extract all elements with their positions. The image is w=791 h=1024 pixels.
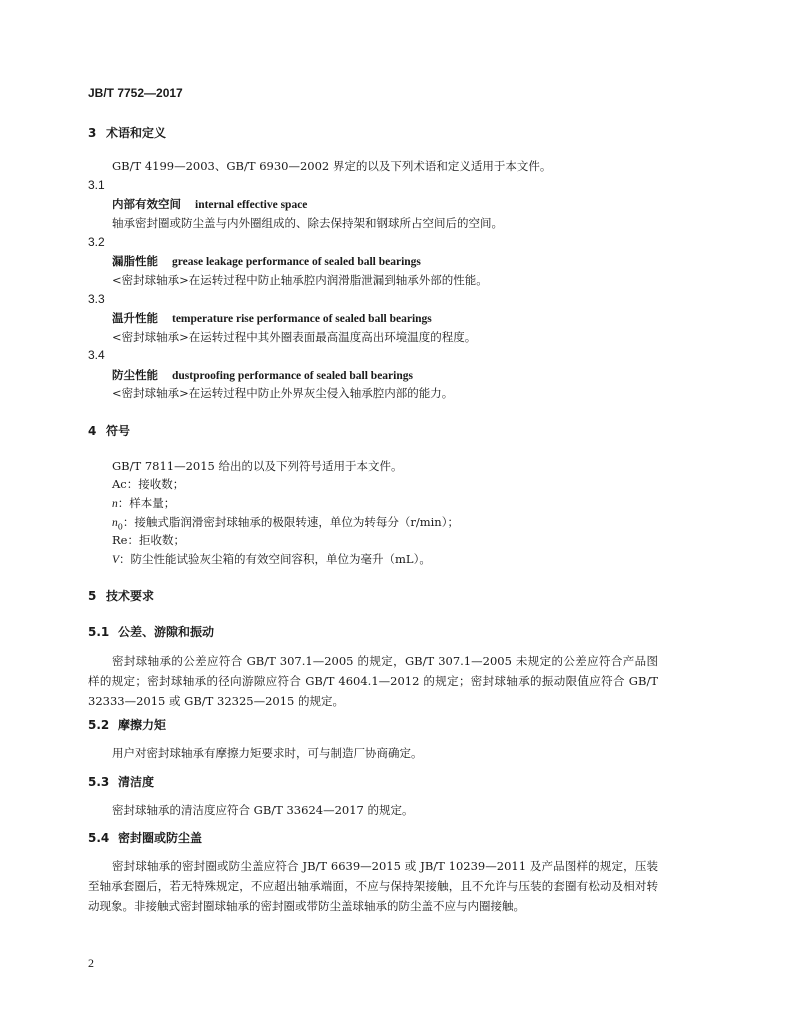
term-definition: 轴承密封圈或防尘盖与内外圈组成的、除去保持架和钢球所占空间后的空间。 — [112, 216, 503, 230]
term-number: 3.1 — [88, 178, 105, 192]
term-number: 3.4 — [88, 348, 105, 362]
subsection-number: 5.1 — [88, 625, 110, 639]
section-title: 符号 — [106, 424, 131, 438]
subsection-number: 5.4 — [88, 831, 110, 845]
symbol: n — [112, 517, 118, 529]
subsection-title: 公差、游隙和振动 — [118, 625, 215, 639]
term-title — [112, 367, 413, 383]
symbol-entry — [112, 495, 175, 511]
symbol-subscript: 0 — [117, 522, 123, 532]
term-definition: <密封球轴承>在运转过程中防止外界灰尘侵入轴承腔内部的能力。 — [112, 386, 454, 400]
term-definition: <密封球轴承>在运转过程中防止轴承腔内润滑脂泄漏到轴承外部的性能。 — [112, 273, 488, 287]
section-number: 5 — [88, 589, 97, 603]
term-en: dustproofing performance of sealed ball bearings — [172, 370, 413, 382]
document-code: JB/T 7752—2017 — [88, 86, 183, 100]
term-title — [112, 310, 432, 326]
page-number: 2 — [88, 956, 94, 970]
symbol: V — [112, 554, 120, 566]
subsection-heading — [88, 716, 166, 733]
term-en: grease leakage performance of sealed ball bearings — [172, 256, 421, 268]
subsection-heading — [88, 773, 154, 790]
symbol: Re — [112, 533, 128, 547]
term-en: internal effective space — [195, 199, 308, 211]
symbol-entry — [112, 551, 431, 567]
subsection-text: 密封球轴承的清洁度应符合 GB/T 33624—2017 的规定。 — [112, 803, 414, 817]
section-3-intro: GB/T 4199—2003、GB/T 6930—2002 界定的以及下列术语和定义适用于本文件。 — [112, 159, 552, 173]
term-zh: 防尘性能 — [112, 368, 158, 382]
section-4-heading — [88, 422, 130, 439]
subsection-title: 摩擦力矩 — [118, 718, 167, 732]
term-title — [112, 253, 421, 269]
term-zh: 温升性能 — [112, 311, 158, 325]
section-title: 技术要求 — [106, 589, 155, 603]
section-number: 4 — [88, 424, 97, 438]
subsection-heading — [88, 829, 202, 846]
symbol-entry — [112, 514, 459, 531]
section-5-heading — [88, 587, 154, 604]
term-title — [112, 196, 307, 212]
subsection-number: 5.2 — [88, 718, 110, 732]
term-definition: <密封球轴承>在运转过程中其外圈表面最高温度高出环境温度的程度。 — [112, 330, 477, 344]
symbol: Ac — [112, 477, 127, 491]
term-en: temperature rise performance of sealed ball bearings — [172, 313, 432, 325]
symbol-description: ：拒收数； — [127, 533, 185, 547]
term-zh: 漏脂性能 — [112, 254, 158, 268]
subsection-title: 密封圈或防尘盖 — [118, 831, 203, 845]
symbol: n — [112, 498, 118, 510]
term-zh: 内部有效空间 — [112, 197, 181, 211]
symbol-description: ：接触式脂润滑密封球轴承的极限转速，单位为转每分（r/min）； — [122, 515, 459, 529]
subsection-text: 密封球轴承的密封圈或防尘盖应符合 JB/T 6639—2015 或 JB/T 10239—2011 及产品图样的规定，压装至轴承套圈后，若无特殊规定，不应超出轴承端面，不应与保持架接触，且不允许与压装的套圈有松动及相对转动现象。非接触式密封圈球轴承的密封圈或带防尘盖球轴承的防尘盖不应与内圈接触。 — [88, 859, 658, 913]
subsection-title: 清洁度 — [118, 775, 155, 789]
subsection-text: 用户对密封球轴承有摩擦力矩要求时，可与制造厂协商确定。 — [112, 746, 423, 760]
subsection-text: 密封球轴承的公差应符合 GB/T 307.1—2005 的规定，GB/T 307.1—2005 未规定的公差应符合产品图样的规定；密封球轴承的径向游隙应符合 GB/T 4604.1—2012 的规定；密封球轴承的振动限值应符合 GB/T 32333—2015 或 GB/T 32325—2015 的规定。 — [88, 654, 658, 708]
symbol-description: ：防尘性能试验灰尘箱的有效空间容积，单位为毫升（mL）。 — [119, 552, 431, 566]
section-3-heading — [88, 124, 166, 141]
symbol-description: ：接收数； — [126, 477, 185, 491]
term-number: 3.3 — [88, 292, 105, 306]
symbol-entry — [112, 532, 185, 548]
subsection-number: 5.3 — [88, 775, 110, 789]
section-title: 术语和定义 — [106, 126, 167, 140]
term-number: 3.2 — [88, 235, 105, 249]
symbol-description: ：样本量； — [117, 496, 176, 510]
subsection-heading — [88, 623, 214, 640]
symbol-entry — [112, 476, 184, 492]
section-number: 3 — [88, 126, 97, 140]
section-4-intro: GB/T 7811—2015 给出的以及下列符号适用于本文件。 — [112, 459, 403, 473]
